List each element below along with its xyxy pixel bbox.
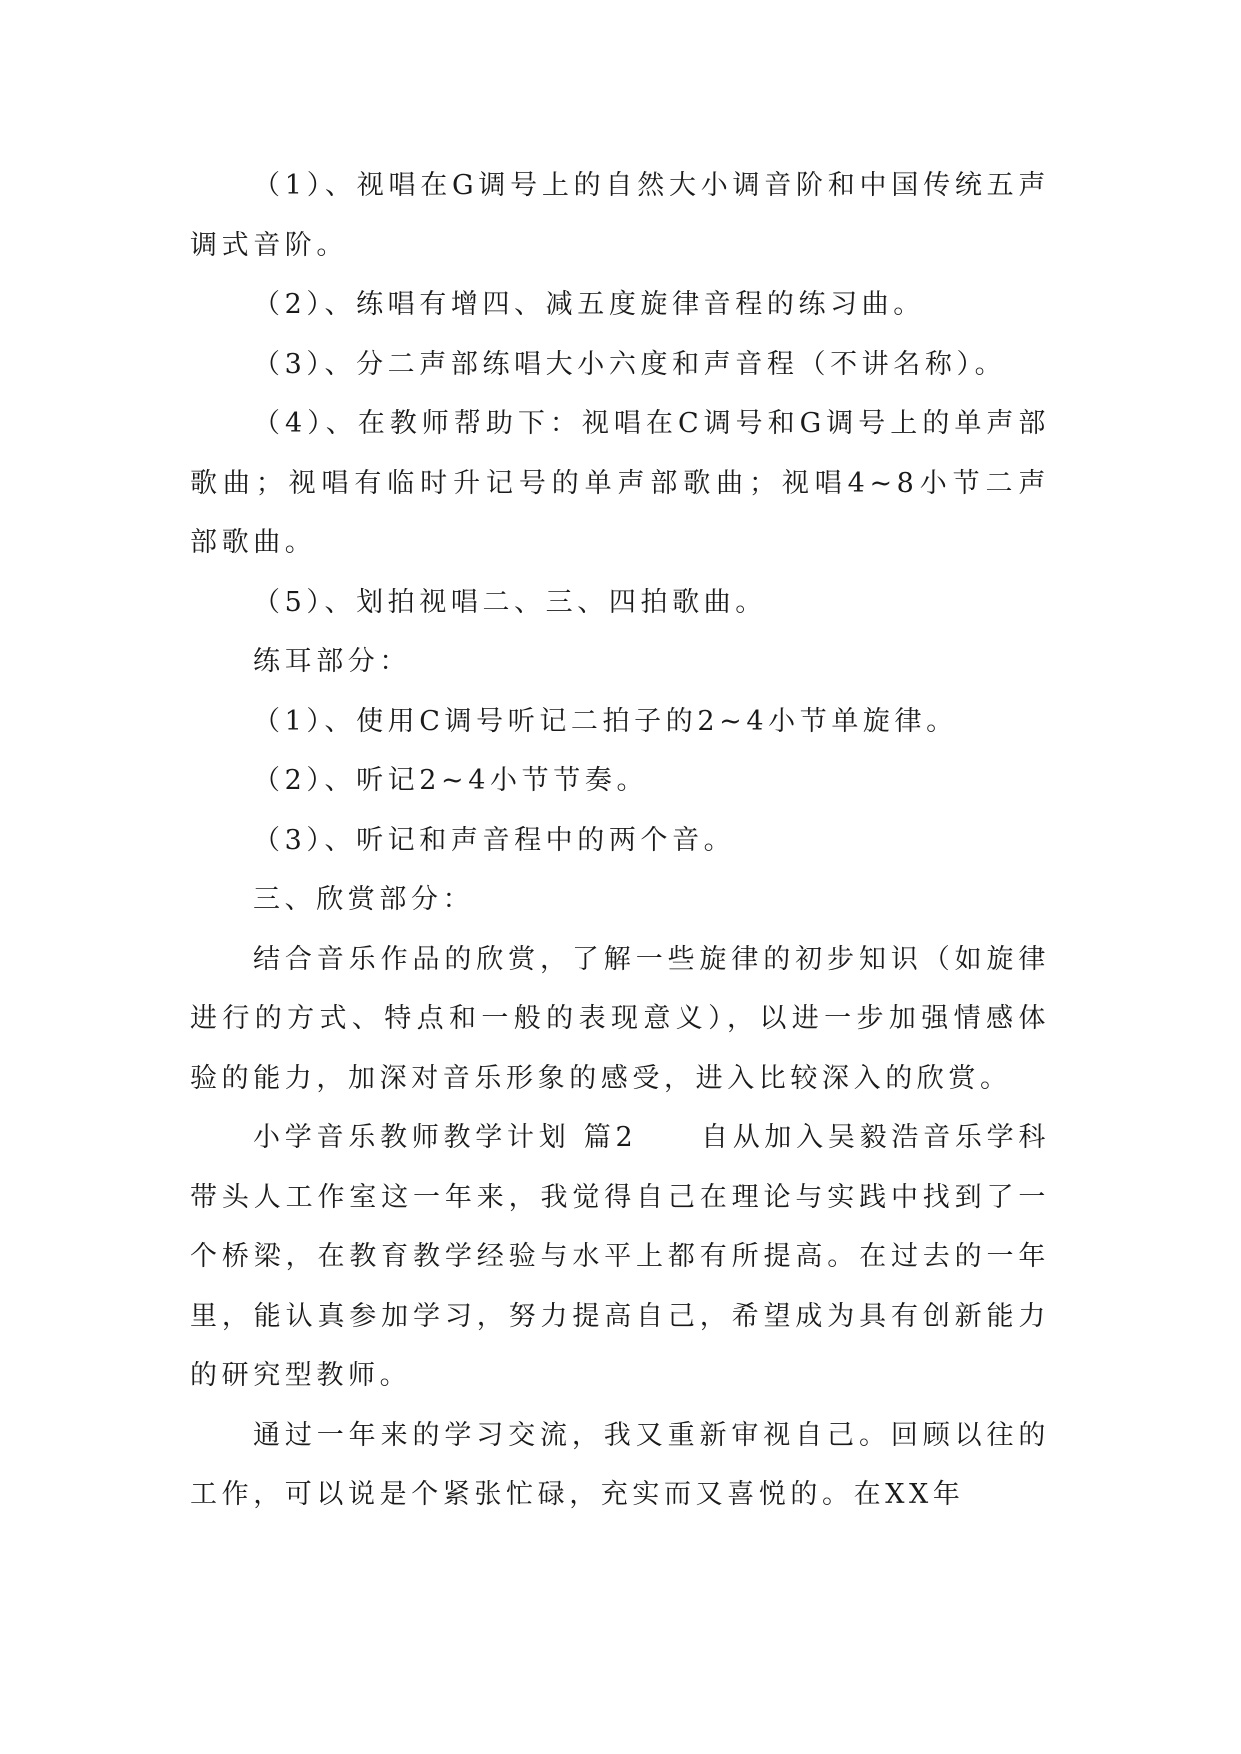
paragraph-sight-singing-1: （1）、视唱在G调号上的自然大小调音阶和中国传统五声调式音阶。 (190, 170, 1050, 261)
paragraph-plan-2-intro: 小学音乐教师教学计划 篇2 自从加入吴毅浩音乐学科带头人工作室这一年来，我觉得自己在理论与实践中找到了一个桥梁，在教育教学经验与水平上都有所提高。在过去的一年里，能认真参加学习，努力提高自己，希望成为具有创新能力的研究型教师。 (190, 1122, 1050, 1391)
section-heading-appreciation: 三、欣赏部分： (253, 884, 475, 915)
paragraph-sight-singing-2: （2）、练唱有增四、减五度旋律音程的练习曲。 (253, 289, 925, 320)
paragraph-review: 通过一年来的学习交流，我又重新审视自己。回顾以往的工作，可以说是个紧张忙碌，充实而又喜悦的。在XX年 (190, 1419, 1050, 1510)
paragraph-sight-singing-5: （5）、划拍视唱二、三、四拍歌曲。 (253, 586, 767, 618)
section-heading-ear-training: 练耳部分： (253, 646, 411, 677)
document-body (190, 156, 1050, 1525)
paragraph-ear-training-1: （1）、使用C调号听记二拍子的2~4小节单旋律。 (253, 705, 958, 737)
paragraph-sight-singing-4: （4）、在教师帮助下：视唱在C调号和G调号上的单声部歌曲；视唱有临时升记号的单声部歌曲；视唱4~8小节二声部歌曲。 (190, 408, 1050, 558)
paragraph-ear-training-2: （2）、听记2~4小节节奏。 (253, 765, 649, 796)
paragraph-ear-training-3: （3）、听记和声音程中的两个音。 (253, 824, 736, 856)
paragraph-sight-singing-3: （3）、分二声部练唱大小六度和声音程（不讲名称）。 (253, 348, 1007, 380)
paragraph-appreciation: 结合音乐作品的欣赏，了解一些旋律的初步知识（如旋律进行的方式、特点和一般的表现意义），以进一步加强情感体验的能力，加深对音乐形象的感受，进入比较深入的欣赏。 (190, 943, 1050, 1094)
